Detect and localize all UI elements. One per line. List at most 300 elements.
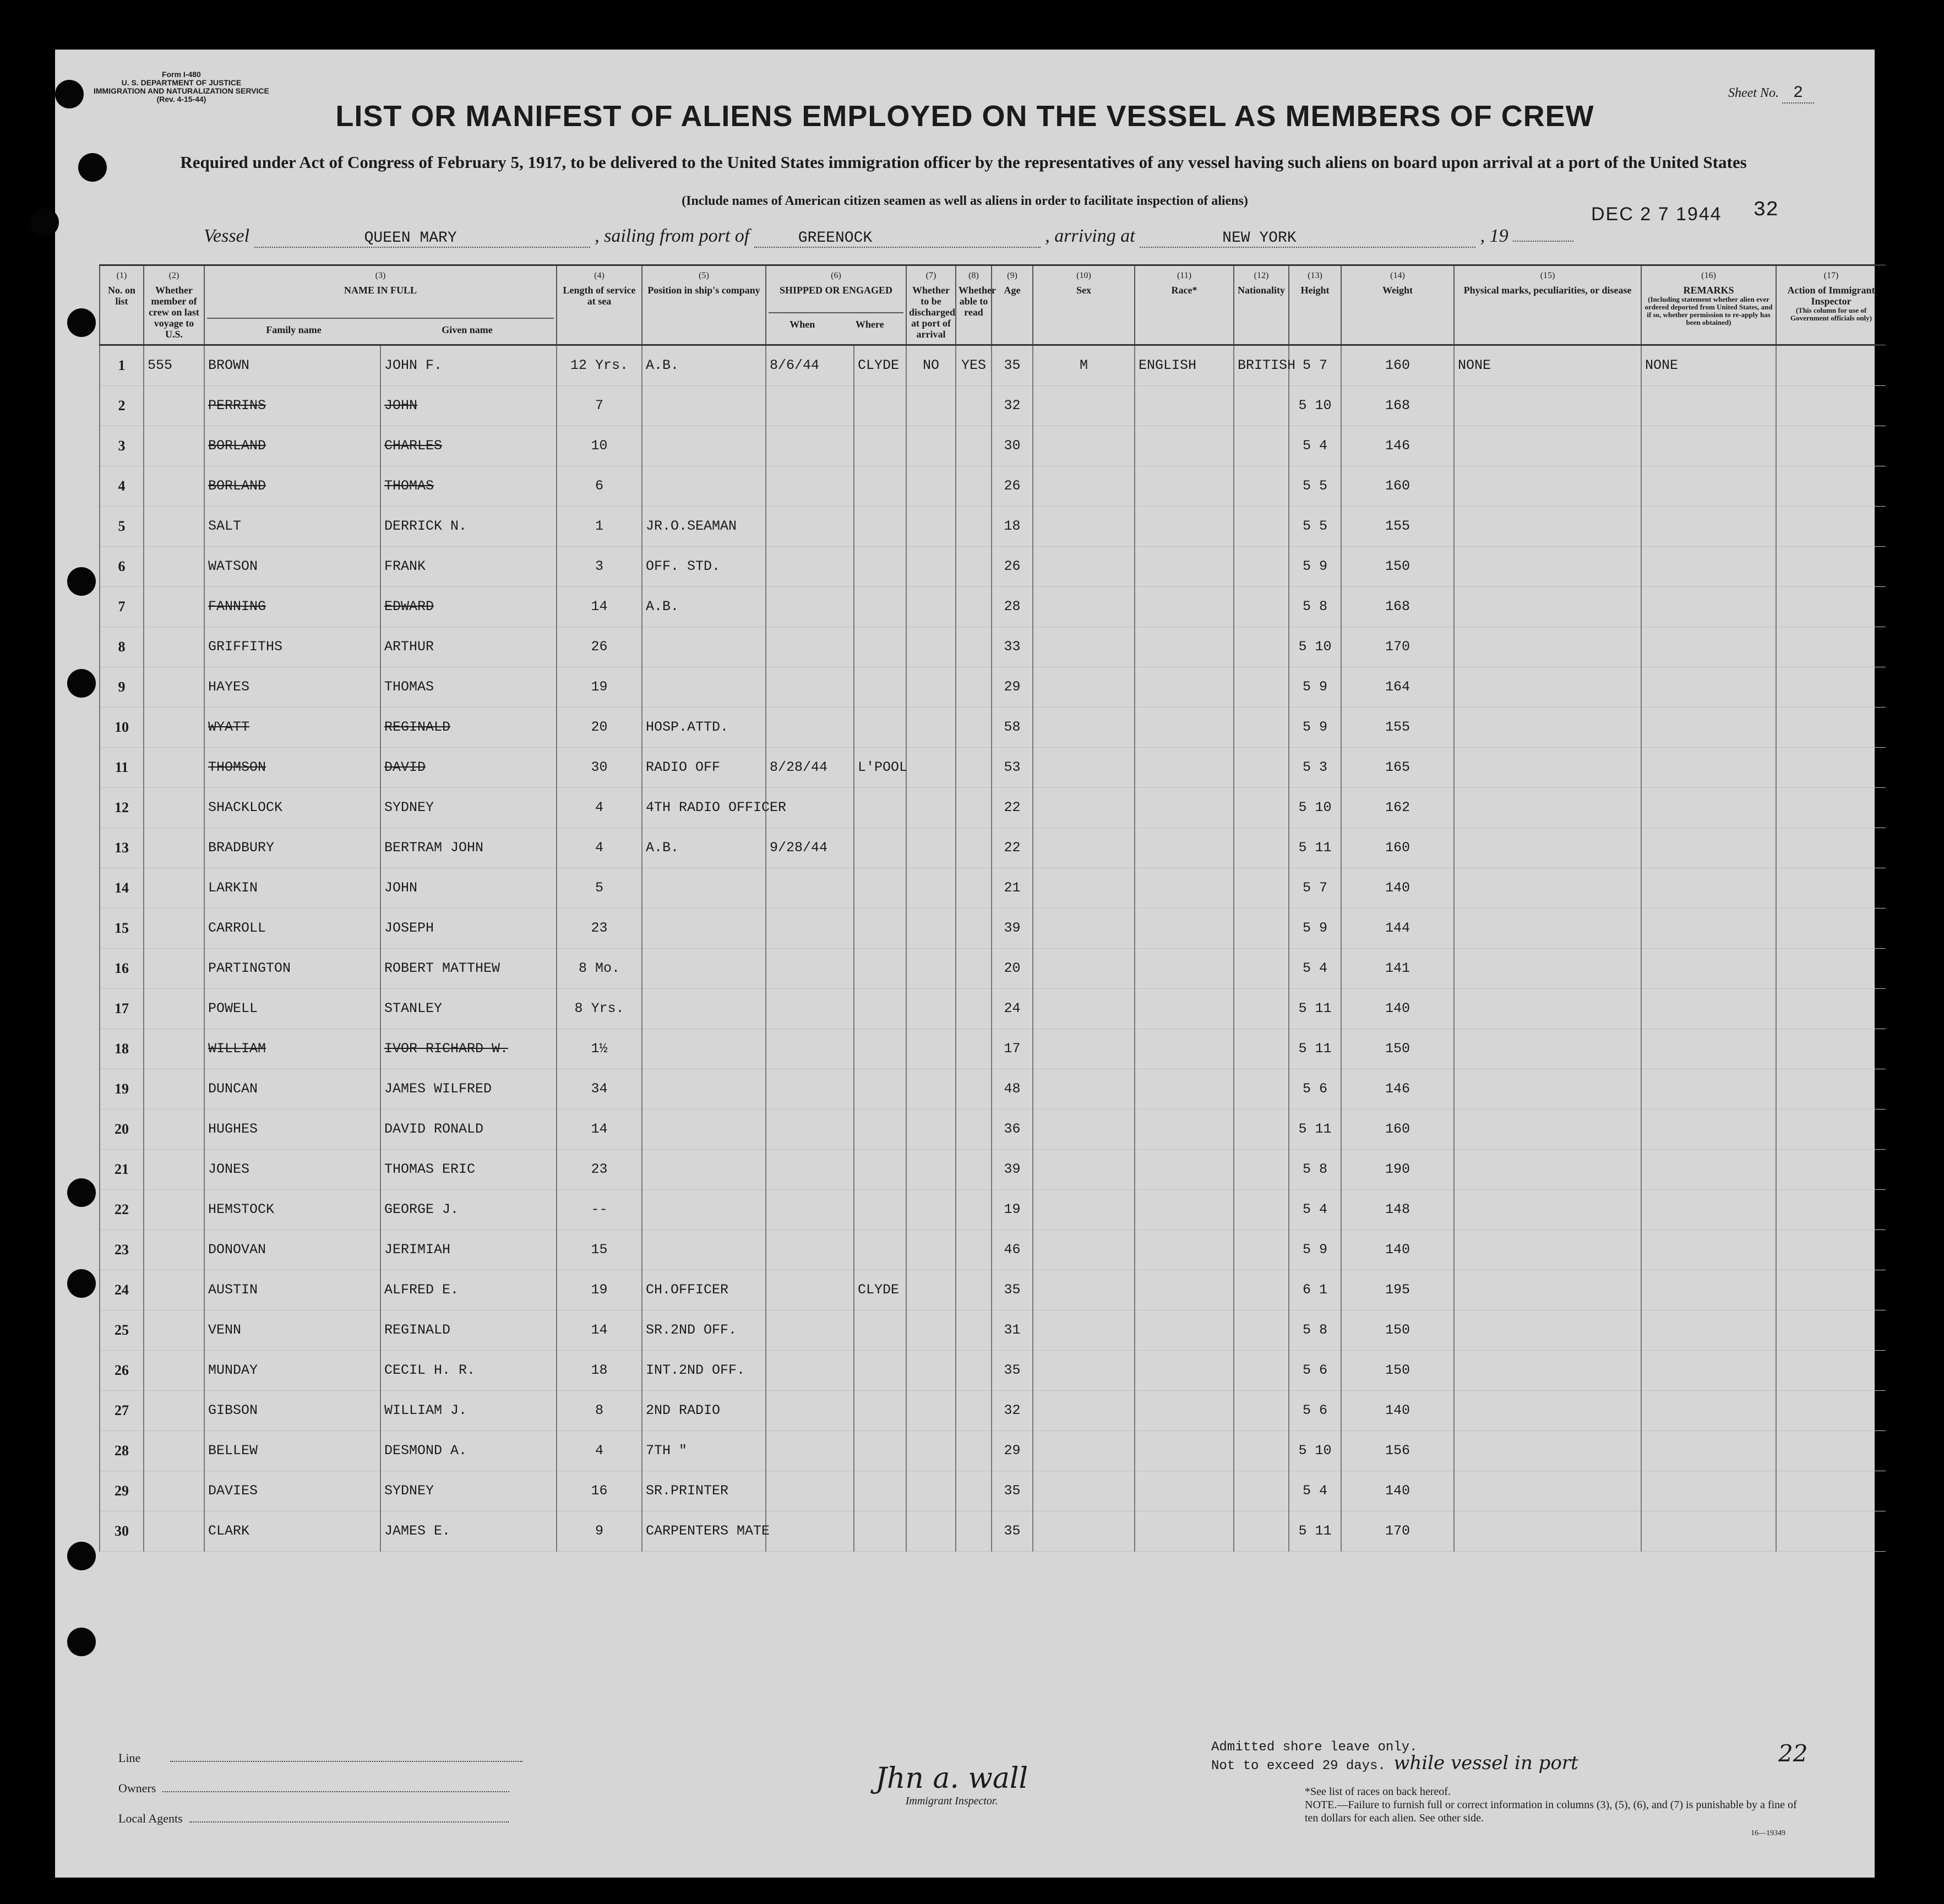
service-cell: 8 Mo. [557, 949, 642, 989]
col-read: (8) Whether able to read [956, 265, 992, 345]
weight-cell: 160 [1341, 345, 1454, 386]
weight-cell: 164 [1341, 667, 1454, 708]
sex-cell [1033, 708, 1135, 748]
family-name-cell: HUGHES [204, 1109, 380, 1150]
last-voyage-cell [144, 788, 204, 828]
col-name: (3) NAME IN FULL Family name Given name [204, 265, 557, 345]
table-row [100, 507, 1886, 547]
height-cell: 5 10 [1289, 1431, 1341, 1471]
service-cell: 6 [557, 466, 642, 507]
nationality-cell [1234, 1150, 1289, 1190]
last-voyage-cell [144, 547, 204, 587]
weight-cell: 168 [1341, 587, 1454, 627]
race-cell [1135, 1270, 1234, 1310]
sex-cell [1033, 1351, 1135, 1391]
weight-cell: 162 [1341, 788, 1454, 828]
age-cell: 46 [992, 1230, 1033, 1270]
shipped-when-cell [766, 708, 854, 748]
last-voyage-cell [144, 828, 204, 868]
position-cell: SR.PRINTER [642, 1471, 766, 1511]
shipped-where-cell [854, 1109, 906, 1150]
race-cell [1135, 627, 1234, 667]
shipped-where-cell [854, 1190, 906, 1230]
shipped-where-cell [854, 1431, 906, 1471]
family-name-cell: BORLAND [204, 426, 380, 466]
remarks-cell [1641, 1150, 1776, 1190]
given-name-cell: REGINALD [380, 708, 557, 748]
discharged-cell [906, 587, 956, 627]
read-cell [956, 1431, 992, 1471]
service-cell: 34 [557, 1069, 642, 1109]
age-cell: 24 [992, 989, 1033, 1029]
sex-cell [1033, 1431, 1135, 1471]
height-cell: 5 5 [1289, 466, 1341, 507]
form-number: 16—19349 [1751, 1829, 1785, 1837]
weight-cell: 140 [1341, 989, 1454, 1029]
sex-cell [1033, 587, 1135, 627]
shipped-when-cell [766, 1109, 854, 1150]
last-voyage-cell [144, 507, 204, 547]
shipped-where-cell: CLYDE [854, 345, 906, 386]
race-cell [1135, 667, 1234, 708]
row-number: 11 [100, 748, 144, 788]
service-cell: 8 Yrs. [557, 989, 642, 1029]
read-cell [956, 1190, 992, 1230]
position-cell: HOSP.ATTD. [642, 708, 766, 748]
race-cell [1135, 748, 1234, 788]
age-cell: 35 [992, 1471, 1033, 1511]
remarks-cell [1641, 1069, 1776, 1109]
position-cell: INT.2ND OFF. [642, 1351, 766, 1391]
race-cell [1135, 1391, 1234, 1431]
discharged-cell [906, 1351, 956, 1391]
given-name-cell: JOHN F. [380, 345, 557, 386]
service-cell: 4 [557, 1431, 642, 1471]
nationality-cell [1234, 386, 1289, 426]
table-row [100, 667, 1886, 708]
col-position: (5) Position in ship's company [642, 265, 766, 345]
remarks-cell [1641, 788, 1776, 828]
position-cell [642, 1069, 766, 1109]
discharged-cell [906, 1230, 956, 1270]
race-cell [1135, 1150, 1234, 1190]
read-cell [956, 868, 992, 909]
sex-cell [1033, 426, 1135, 466]
marks-cell [1454, 949, 1641, 989]
sex-cell [1033, 1511, 1135, 1552]
action-cell [1776, 989, 1886, 1029]
shipped-where-cell [854, 627, 906, 667]
page-title: LIST OR MANIFEST OF ALIENS EMPLOYED ON THE VESSEL AS MEMBERS OF CREW [335, 100, 1594, 133]
height-cell: 5 9 [1289, 708, 1341, 748]
remarks-cell [1641, 909, 1776, 949]
row-number: 30 [100, 1511, 144, 1552]
race-cell [1135, 587, 1234, 627]
marks-cell [1454, 788, 1641, 828]
weight-cell: 155 [1341, 708, 1454, 748]
read-cell [956, 1109, 992, 1150]
binder-hole [55, 80, 84, 108]
sex-cell [1033, 828, 1135, 868]
race-cell [1135, 1471, 1234, 1511]
race-cell [1135, 989, 1234, 1029]
col-height: (13) Height [1289, 265, 1341, 345]
given-name-cell: IVOR RICHARD W. [380, 1029, 557, 1069]
read-cell [956, 587, 992, 627]
position-cell: A.B. [642, 828, 766, 868]
sex-cell [1033, 1109, 1135, 1150]
age-cell: 39 [992, 909, 1033, 949]
discharged-cell [906, 868, 956, 909]
marks-cell [1454, 1431, 1641, 1471]
action-cell [1776, 1431, 1886, 1471]
read-cell [956, 1471, 992, 1511]
shipped-where-cell [854, 587, 906, 627]
race-cell [1135, 1431, 1234, 1471]
shipped-where-cell: L'POOL [854, 748, 906, 788]
marks-cell [1454, 708, 1641, 748]
discharged-cell [906, 748, 956, 788]
col-marks: (15) Physical marks, peculiarities, or disease [1454, 265, 1641, 345]
read-cell [956, 1310, 992, 1351]
service-cell: 1½ [557, 1029, 642, 1069]
action-cell [1776, 507, 1886, 547]
remarks-cell [1641, 1270, 1776, 1310]
given-name-cell: FRANK [380, 547, 557, 587]
family-name-cell: LARKIN [204, 868, 380, 909]
age-cell: 19 [992, 1190, 1033, 1230]
given-name-cell: THOMAS ERIC [380, 1150, 557, 1190]
discharged-cell [906, 547, 956, 587]
service-cell: 4 [557, 828, 642, 868]
race-cell [1135, 1069, 1234, 1109]
given-name-cell: THOMAS [380, 466, 557, 507]
table-row [100, 828, 1886, 868]
age-cell: 33 [992, 627, 1033, 667]
row-number: 3 [100, 426, 144, 466]
marks-cell [1454, 989, 1641, 1029]
family-name-cell: POWELL [204, 989, 380, 1029]
action-cell [1776, 1391, 1886, 1431]
remarks-cell [1641, 1511, 1776, 1552]
col-no: (1) No. on list [100, 265, 144, 345]
age-cell: 29 [992, 667, 1033, 708]
position-cell [642, 466, 766, 507]
height-cell: 5 4 [1289, 1471, 1341, 1511]
remarks-cell: NONE [1641, 345, 1776, 386]
age-cell: 35 [992, 1351, 1033, 1391]
nationality-cell [1234, 1029, 1289, 1069]
height-cell: 5 11 [1289, 989, 1341, 1029]
race-cell [1135, 868, 1234, 909]
action-cell [1776, 1511, 1886, 1552]
table-row [100, 1109, 1886, 1150]
date-stamp: DEC 2 7 1944 [1591, 204, 1722, 225]
discharged-cell [906, 1150, 956, 1190]
read-cell [956, 748, 992, 788]
sex-cell [1033, 1230, 1135, 1270]
given-name-cell: DERRICK N. [380, 507, 557, 547]
action-cell [1776, 1150, 1886, 1190]
family-name-cell: WILLIAM [204, 1029, 380, 1069]
race-cell [1135, 1351, 1234, 1391]
discharged-cell [906, 1029, 956, 1069]
nationality-cell [1234, 1511, 1289, 1552]
sex-cell [1033, 1471, 1135, 1511]
read-cell [956, 1511, 992, 1552]
age-cell: 53 [992, 748, 1033, 788]
action-cell [1776, 466, 1886, 507]
service-cell: 15 [557, 1230, 642, 1270]
discharged-cell [906, 386, 956, 426]
weight-cell: 140 [1341, 1391, 1454, 1431]
shipped-where-cell [854, 828, 906, 868]
shipped-when-cell [766, 627, 854, 667]
row-number: 29 [100, 1471, 144, 1511]
last-voyage-cell [144, 587, 204, 627]
remarks-cell [1641, 989, 1776, 1029]
port-from: GREENOCK [754, 230, 1041, 248]
discharged-cell [906, 1431, 956, 1471]
given-name-cell: CECIL H. R. [380, 1351, 557, 1391]
nationality-cell [1234, 1190, 1289, 1230]
family-name-cell: PARTINGTON [204, 949, 380, 989]
height-cell: 5 4 [1289, 949, 1341, 989]
age-cell: 26 [992, 466, 1033, 507]
family-name-cell: AUSTIN [204, 1270, 380, 1310]
age-cell: 30 [992, 426, 1033, 466]
nationality-cell [1234, 547, 1289, 587]
table-row [100, 1391, 1886, 1431]
nationality-cell [1234, 667, 1289, 708]
action-cell [1776, 627, 1886, 667]
shipped-where-cell [854, 667, 906, 708]
table-row [100, 1270, 1886, 1310]
binder-hole [67, 1542, 96, 1570]
read-cell [956, 1230, 992, 1270]
table-row [100, 587, 1886, 627]
action-cell [1776, 426, 1886, 466]
service-cell: 16 [557, 1471, 642, 1511]
last-voyage-cell [144, 466, 204, 507]
service-cell: 19 [557, 667, 642, 708]
table-row [100, 345, 1886, 386]
position-cell [642, 426, 766, 466]
position-cell: OFF. STD. [642, 547, 766, 587]
action-cell [1776, 708, 1886, 748]
discharged-cell [906, 949, 956, 989]
nationality-cell [1234, 1431, 1289, 1471]
nationality-cell [1234, 708, 1289, 748]
shipped-when-cell [766, 949, 854, 989]
height-cell: 5 6 [1289, 1351, 1341, 1391]
shipped-where-cell [854, 1230, 906, 1270]
discharged-cell [906, 667, 956, 708]
position-cell: A.B. [642, 345, 766, 386]
service-cell: -- [557, 1190, 642, 1230]
last-voyage-cell [144, 1511, 204, 1552]
shipped-where-cell [854, 1511, 906, 1552]
marks-cell [1454, 1150, 1641, 1190]
table-row [100, 1351, 1886, 1391]
sex-cell [1033, 909, 1135, 949]
weight-cell: 165 [1341, 748, 1454, 788]
nationality-cell [1234, 868, 1289, 909]
discharged-cell [906, 708, 956, 748]
include-note: (Include names of American citizen seamen as well as aliens in order to facilitate inspection of aliens) [682, 194, 1248, 208]
marks-cell [1454, 466, 1641, 507]
weight-cell: 140 [1341, 1471, 1454, 1511]
race-cell [1135, 386, 1234, 426]
position-cell [642, 949, 766, 989]
nationality-cell [1234, 1109, 1289, 1150]
action-cell [1776, 788, 1886, 828]
last-voyage-cell [144, 748, 204, 788]
service-cell: 8 [557, 1391, 642, 1431]
race-cell [1135, 1230, 1234, 1270]
last-voyage-cell [144, 1190, 204, 1230]
shipped-where-cell [854, 466, 906, 507]
requirement-text: Required under Act of Congress of February 5, 1917, to be delivered to the United States immigration officer by the representatives of any vessel having such aliens on board upon arrival at a port of the United States [180, 153, 1747, 172]
weight-cell: 195 [1341, 1270, 1454, 1310]
service-cell: 19 [557, 1270, 642, 1310]
last-voyage-cell [144, 868, 204, 909]
action-cell [1776, 1069, 1886, 1109]
position-cell: A.B. [642, 587, 766, 627]
given-name-cell: BERTRAM JOHN [380, 828, 557, 868]
age-cell: 31 [992, 1310, 1033, 1351]
service-cell: 20 [557, 708, 642, 748]
shipped-when-cell: 8/6/44 [766, 345, 854, 386]
given-name-cell: DESMOND A. [380, 1431, 557, 1471]
read-cell [956, 1391, 992, 1431]
action-cell [1776, 547, 1886, 587]
race-cell [1135, 426, 1234, 466]
marks-cell [1454, 627, 1641, 667]
marks-cell [1454, 909, 1641, 949]
col-sex: (10) Sex [1033, 265, 1135, 345]
discharged-cell [906, 989, 956, 1029]
remarks-cell [1641, 1230, 1776, 1270]
row-number: 6 [100, 547, 144, 587]
age-cell: 35 [992, 1511, 1033, 1552]
age-cell: 32 [992, 386, 1033, 426]
weight-cell: 140 [1341, 1230, 1454, 1270]
last-voyage-cell [144, 1431, 204, 1471]
age-cell: 22 [992, 828, 1033, 868]
binder-hole [67, 669, 96, 698]
last-voyage-cell [144, 1069, 204, 1109]
nationality-cell [1234, 1471, 1289, 1511]
given-name-cell: REGINALD [380, 1310, 557, 1351]
family-name-cell: BELLEW [204, 1431, 380, 1471]
binder-hole [30, 208, 59, 237]
col-service: (4) Length of service at sea [557, 265, 642, 345]
action-cell [1776, 1351, 1886, 1391]
family-name-cell: BORLAND [204, 466, 380, 507]
age-cell: 29 [992, 1431, 1033, 1471]
read-cell [956, 426, 992, 466]
last-voyage-cell [144, 909, 204, 949]
action-cell [1776, 828, 1886, 868]
nationality-cell: BRITISH [1234, 345, 1289, 386]
sex-cell [1033, 1190, 1135, 1230]
table-row [100, 1029, 1886, 1069]
read-cell [956, 909, 992, 949]
nationality-cell [1234, 1391, 1289, 1431]
action-cell [1776, 949, 1886, 989]
position-cell: 2ND RADIO [642, 1391, 766, 1431]
action-cell [1776, 1190, 1886, 1230]
read-cell [956, 466, 992, 507]
family-name-cell: BROWN [204, 345, 380, 386]
row-number: 18 [100, 1029, 144, 1069]
binder-hole [78, 153, 107, 182]
line-field: Line [118, 1751, 522, 1765]
discharged-cell [906, 1270, 956, 1310]
family-name-cell: SHACKLOCK [204, 788, 380, 828]
position-cell [642, 1029, 766, 1069]
nationality-cell [1234, 1351, 1289, 1391]
weight-cell: 141 [1341, 949, 1454, 989]
family-name-cell: MUNDAY [204, 1351, 380, 1391]
table-row [100, 426, 1886, 466]
last-voyage-cell [144, 426, 204, 466]
service-cell: 26 [557, 627, 642, 667]
shipped-when-cell [766, 547, 854, 587]
marks-cell [1454, 426, 1641, 466]
shipped-when-cell [766, 1431, 854, 1471]
shipped-when-cell [766, 1391, 854, 1431]
sheet-number-value: 2 [1782, 84, 1814, 104]
race-cell [1135, 1190, 1234, 1230]
row-number: 19 [100, 1069, 144, 1109]
remarks-cell [1641, 1391, 1776, 1431]
remarks-cell [1641, 386, 1776, 426]
position-cell: CH.OFFICER [642, 1270, 766, 1310]
shipped-where-cell [854, 426, 906, 466]
col-last-voyage: (2) Whether member of crew on last voyage to U.S. [144, 265, 204, 345]
position-cell: CARPENTERS MATE [642, 1511, 766, 1552]
remarks-cell [1641, 1109, 1776, 1150]
shipped-where-cell [854, 1150, 906, 1190]
table-row [100, 1150, 1886, 1190]
race-cell [1135, 1511, 1234, 1552]
sex-cell [1033, 788, 1135, 828]
shipped-when-cell [766, 1150, 854, 1190]
shipped-when-cell [766, 386, 854, 426]
shipped-when-cell: 9/28/44 [766, 828, 854, 868]
binder-hole [67, 1628, 96, 1656]
discharged-cell [906, 1471, 956, 1511]
service-cell: 3 [557, 547, 642, 587]
age-cell: 22 [992, 788, 1033, 828]
height-cell: 5 5 [1289, 507, 1341, 547]
page-count: 32 [1753, 198, 1778, 222]
weight-cell: 155 [1341, 507, 1454, 547]
given-name-cell: ARTHUR [380, 627, 557, 667]
marks-cell [1454, 507, 1641, 547]
shipped-where-cell: CLYDE [854, 1270, 906, 1310]
last-voyage-cell [144, 386, 204, 426]
action-cell [1776, 386, 1886, 426]
race-cell [1135, 466, 1234, 507]
shipped-when-cell [766, 587, 854, 627]
discharged-cell [906, 1391, 956, 1431]
height-cell: 5 8 [1289, 1310, 1341, 1351]
height-cell: 5 4 [1289, 1190, 1341, 1230]
given-name-cell: WILLIAM J. [380, 1391, 557, 1431]
